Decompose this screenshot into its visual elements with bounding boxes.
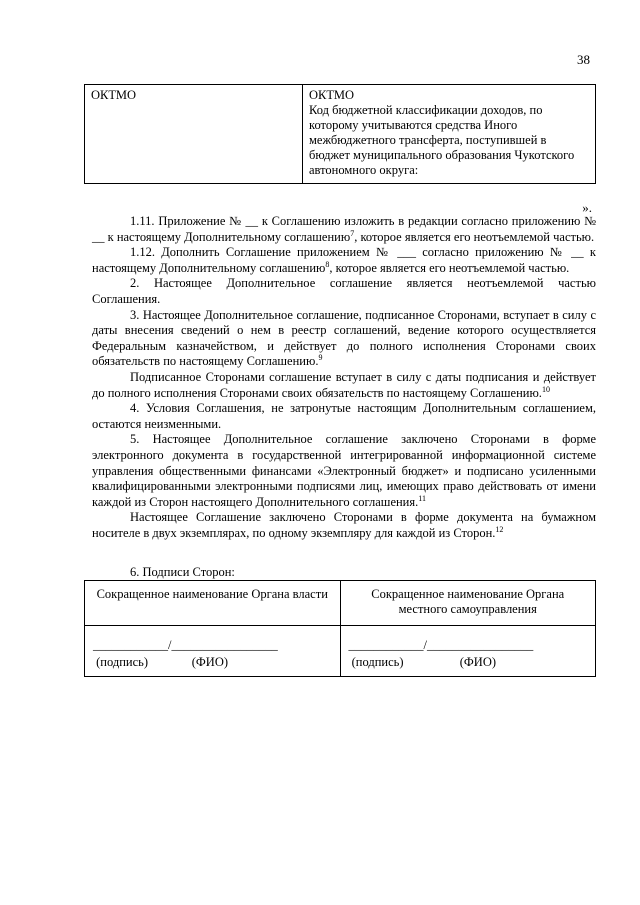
footnote-ref: 10 (541, 384, 550, 394)
closing-quote: ». (582, 200, 592, 215)
table-row (85, 626, 596, 677)
footnote-ref: 9 (318, 353, 323, 363)
paragraph-2: 2. Настоящее Дополнительное соглашение является неотъемлемой частью Соглашения. (92, 276, 596, 306)
left-party-header: Сокращенное наименование Органа власти (85, 581, 341, 626)
footnote-ref: 8 (325, 259, 330, 269)
right-signature-cell (340, 626, 596, 677)
left-signature-cell (85, 626, 341, 677)
footnote-ref: 12 (495, 524, 504, 534)
oktmo-right-cell (303, 85, 596, 184)
oktmo-left-cell: ОКТМО (85, 85, 303, 184)
table-row (85, 581, 596, 626)
right-signature-caption: (подпись) (ФИО) (348, 655, 497, 669)
body-text (92, 214, 596, 541)
oktmo-right-text: Код бюджетной классификации доходов, по которому учитываются средства Иного межбюджетного трансферта, поступившей в бюджет муниципального образования Чукотского автономного округа: (309, 103, 575, 177)
oktmo-table (84, 84, 596, 184)
oktmo-right-title: ОКТМО (309, 88, 354, 102)
page-number: 38 (577, 52, 590, 67)
paragraph-5-paper: Настоящее Соглашение заключено Сторонами в форме документа на бумажном носителе в двух экземплярах, по одному экземпляру для каждой из Сторон.$^{12}$ (92, 510, 596, 540)
paragraph-5: 5. Настоящее Дополнительное соглашение заключено Сторонами в форме электронного документа в государственной интегрированной информационной системе управления общественными финансами «Электронный бюджет» и подписано усиленными квалифицированными электронными подписями лиц, имеющих право действовать от имени каждой из Сторон настоящего Дополнительного соглашения.$^{11}$ (92, 432, 596, 509)
paragraph-3-signed: Подписанное Сторонами соглашение вступает в силу с даты подписания и действует до полного исполнения Сторонами своих обязательств по настоящему Соглашению.$^{10}$ (92, 369, 596, 400)
paragraph-1-12: 1.12. Дополнить Соглашение приложением № ___ согласно приложению № __ к настоящему Дополнительному соглашению$^8$, которое является его неотъемлемой частью. (92, 245, 596, 275)
footnote-ref: 7 (350, 228, 355, 238)
signatures-title: 6. Подписи Сторон: (130, 565, 235, 579)
table-row (85, 85, 596, 184)
right-signature-line: ____________/_________________ (348, 638, 534, 652)
paragraph-3: 3. Настоящее Дополнительное соглашение, подписанное Сторонами, вступает в силу с даты внесения сведений о нем в реестр соглашений, ведение которого осуществляется Федеральным казначейством, и действует до полного исполнения Сторонами своих обязательств по настоящему Соглашению.$^9$ (92, 307, 596, 369)
paragraph-4: 4. Условия Соглашения, не затронутые настоящим Дополнительным соглашением, остаются неизменными. (92, 401, 596, 431)
left-signature-line: ____________/_________________ (93, 638, 278, 652)
signatures-table (84, 580, 596, 677)
paragraph-1-11: 1.11. Приложение № __ к Соглашению изложить в редакции согласно приложению № __ к настоящему Дополнительному соглашению$^7$, которое является его неотъемлемой частью. (92, 214, 596, 244)
footnote-ref: 11 (418, 493, 426, 503)
right-party-header: Сокращенное наименование Органа местного самоуправления (340, 581, 596, 626)
left-signature-caption: (подпись) (ФИО) (93, 655, 229, 669)
